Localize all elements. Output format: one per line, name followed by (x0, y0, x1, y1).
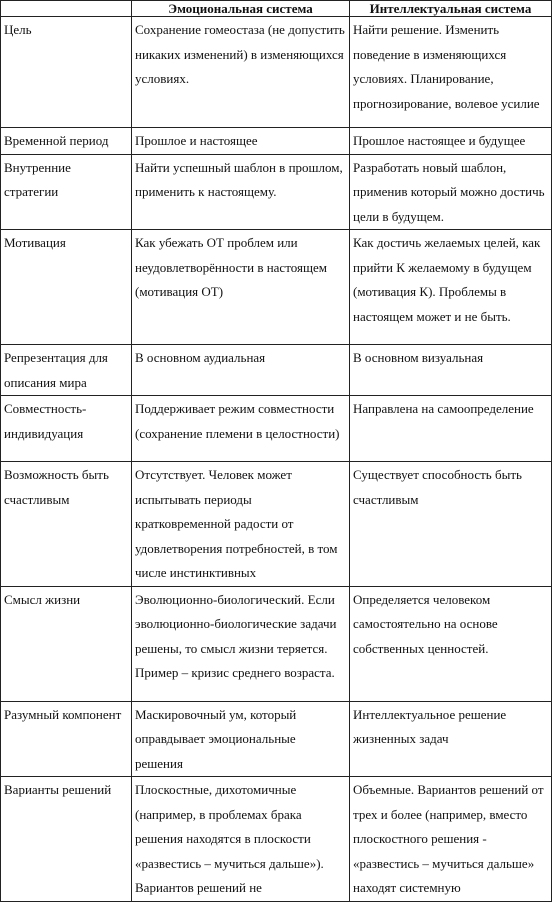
table-row-goal (1, 17, 552, 128)
row-label: Разумный компонент (1, 701, 132, 777)
table-row-time-period (1, 128, 552, 155)
emotional-cell: Прошлое и настоящее (132, 128, 350, 155)
table-row-happiness (1, 462, 552, 587)
header-intellectual: Интеллектуальная система (350, 1, 552, 17)
intellectual-cell: Разработать новый шаблон, применив который можно достичь цели в будущем. (350, 154, 552, 230)
table-row-strategies (1, 154, 552, 230)
row-label: Возможность быть счастливым (1, 462, 132, 587)
header-empty (1, 1, 132, 17)
table-row-representation (1, 345, 552, 396)
emotional-cell: Как убежать ОТ проблем или неудовлетворённости в настоящем (мотивация ОТ) (132, 230, 350, 345)
row-label: Временной период (1, 128, 132, 155)
row-label: Варианты решений (1, 777, 132, 902)
table-row-meaning (1, 586, 552, 701)
row-label: Смысл жизни (1, 586, 132, 701)
emotional-cell: Отсутствует. Человек может испытывать периоды кратковременной радости от удовлетворения потребностей, в том числе инстинктивных (132, 462, 350, 587)
emotional-cell: Поддерживает режим совместности (сохранение племени в целостности) (132, 396, 350, 462)
row-label: Цель (1, 17, 132, 128)
table-row-motivation (1, 230, 552, 345)
emotional-cell: В основном аудиальная (132, 345, 350, 396)
emotional-cell: Сохранение гомеостаза (не допустить никаких изменений) в изменяющихся условиях. (132, 17, 350, 128)
emotional-cell: Маскировочный ум, который оправдывает эмоциональные решения (132, 701, 350, 777)
intellectual-cell: Определяется человеком самостоятельно на основе собственных ценностей. (350, 586, 552, 701)
intellectual-cell: Прошлое настоящее и будущее (350, 128, 552, 155)
intellectual-cell: Существует способность быть счастливым (350, 462, 552, 587)
intellectual-cell: В основном визуальная (350, 345, 552, 396)
row-label: Мотивация (1, 230, 132, 345)
emotional-cell: Плоскостные, дихотомичные (например, в проблемах брака решения находятся в плоскости «развестись – мучиться дальше»). Вариантов решений не (132, 777, 350, 902)
emotional-cell: Эволюционно-биологический. Если эволюционно-биологические задачи решены, то смысл жизни теряется. Пример – кризис среднего возраста. (132, 586, 350, 701)
intellectual-cell: Найти решение. Изменить поведение в изменяющихся условиях. Планирование, прогнозирование, волевое усилие (350, 17, 552, 128)
intellectual-cell: Интеллектуальное решение жизненных задач (350, 701, 552, 777)
row-label: Репрезентация для описания мира (1, 345, 132, 396)
table-row-solutions (1, 777, 552, 902)
row-label: Совместность-индивидуация (1, 396, 132, 462)
header-row (1, 1, 552, 17)
intellectual-cell: Направлена на самоопределение (350, 396, 552, 462)
intellectual-cell: Объемные. Вариантов решений от трех и более (например, вместо плоскостного решения - «развестись – мучиться дальше» находят системную (350, 777, 552, 902)
emotional-cell: Найти успешный шаблон в прошлом, применить к настоящему. (132, 154, 350, 230)
header-emotional: Эмоциональная система (132, 1, 350, 17)
row-label: Внутренние стратегии (1, 154, 132, 230)
table-row-individuation (1, 396, 552, 462)
intellectual-cell: Как достичь желаемых целей, как прийти К желаемому в будущем (мотивация К). Проблемы в настоящем может и не быть. (350, 230, 552, 345)
table-row-rational (1, 701, 552, 777)
